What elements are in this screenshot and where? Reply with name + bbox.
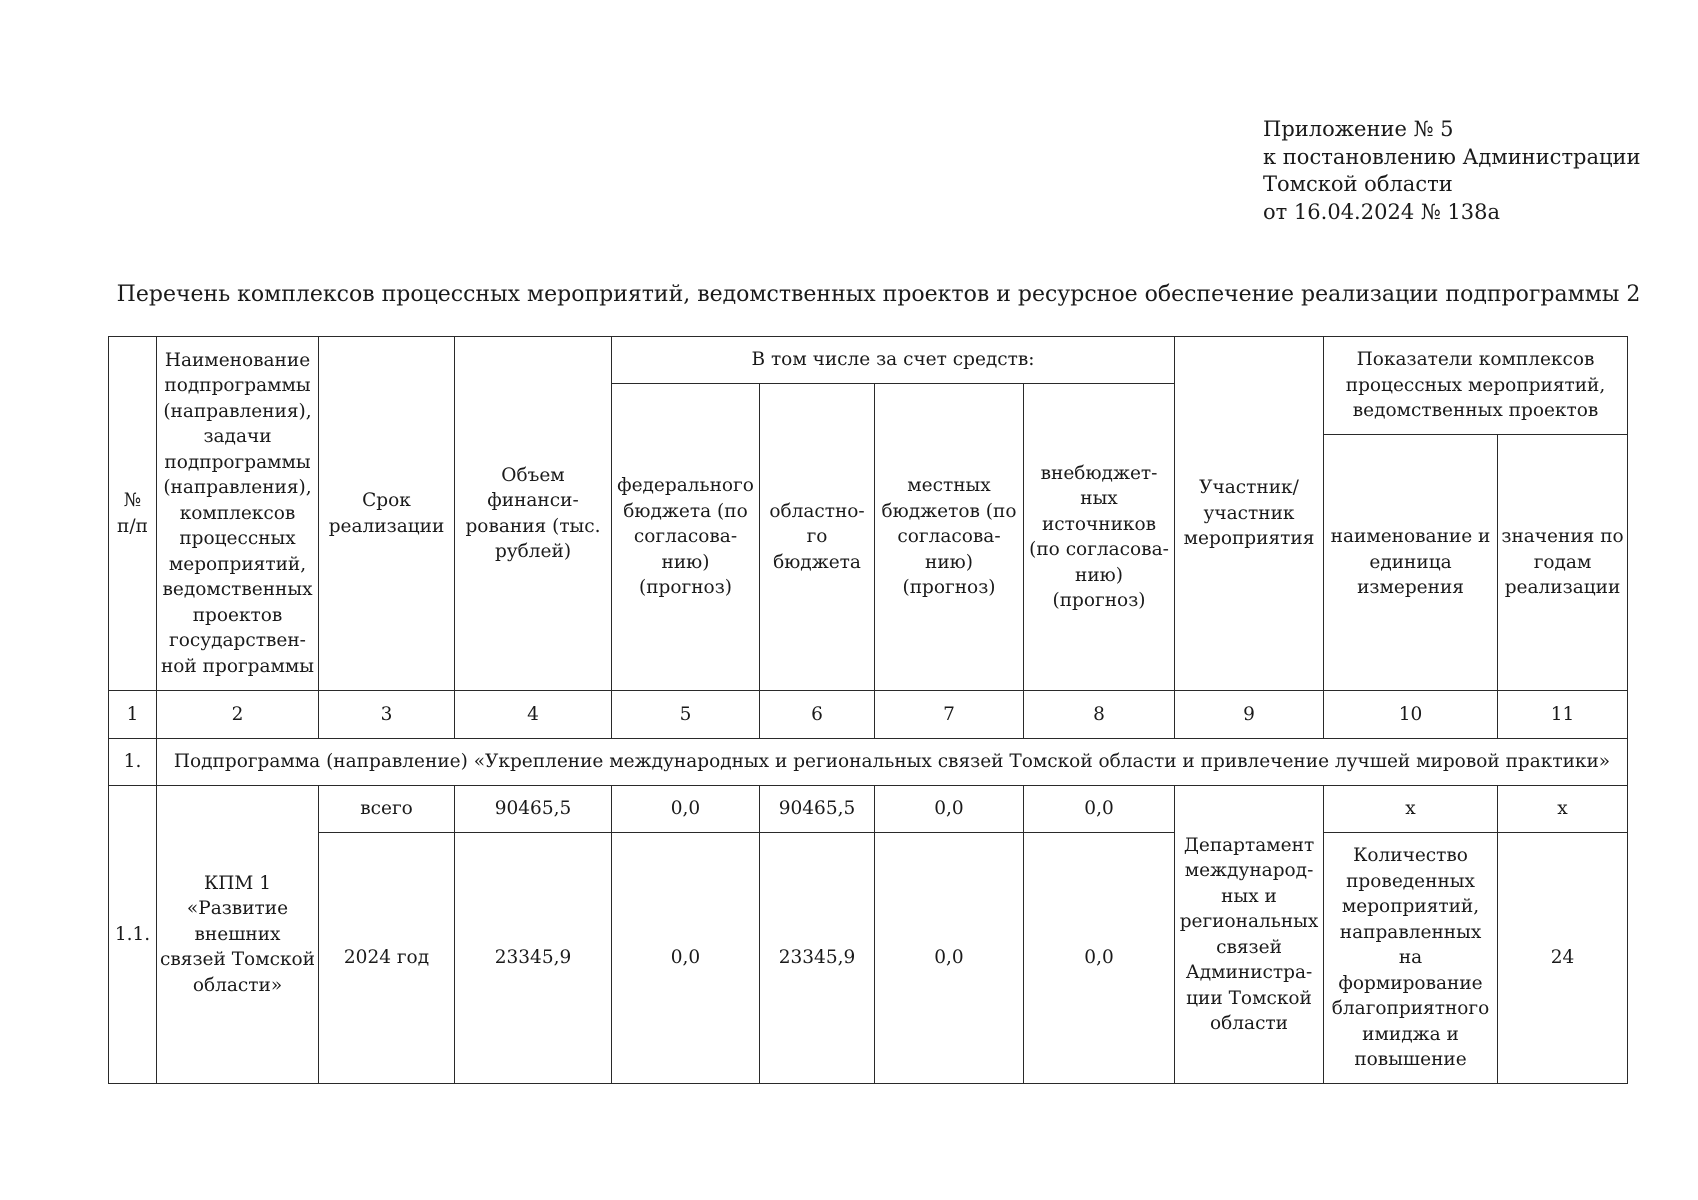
subprogram-title: Подпрограмма (направление) «Укрепление международных и региональных связей Томской области и привлечение лучшей мировой практики» — [157, 739, 1628, 786]
header-federal: федерального бюджета (по согласова-нию) (прогноз) — [612, 384, 760, 691]
col-number: 10 — [1324, 691, 1498, 739]
subprogram-num: 1. — [109, 739, 157, 786]
year-volume: 23345,9 — [455, 833, 612, 1084]
appendix-line: Томской области — [1263, 172, 1453, 196]
header-extra: внебюджет-ных источников (по согласова-нию) (прогноз) — [1024, 384, 1175, 691]
col-number: 8 — [1024, 691, 1175, 739]
total-term: всего — [319, 786, 455, 833]
appendix-line: к постановлению Администрации — [1263, 144, 1641, 169]
header-ind-values: значения по годам реализации — [1498, 435, 1628, 691]
col-number: 6 — [760, 691, 875, 739]
year-federal: 0,0 — [612, 833, 760, 1084]
document-title: Перечень комплексов процессных мероприятий, ведомственных проектов и ресурсное обеспечение реализации подпрограммы 2 — [116, 282, 1641, 307]
header-participant: Участник/ участник мероприятия — [1175, 337, 1324, 691]
total-ind-value: x — [1498, 786, 1628, 833]
col-number: 7 — [875, 691, 1024, 739]
header-local: местных бюджетов (по согласова-нию) (прогноз) — [875, 384, 1024, 691]
total-regional: 90465,5 — [760, 786, 875, 833]
total-local: 0,0 — [875, 786, 1024, 833]
col-number: 11 — [1498, 691, 1628, 739]
header-regional: областно-го бюджета — [760, 384, 875, 691]
kpm-participant: Департамент международ-ных и региональных связей Администра-ции Томской области — [1175, 786, 1324, 1084]
header-including: В том числе за счет средств: — [612, 337, 1175, 384]
header-num: № п/п — [109, 337, 157, 691]
year-extra: 0,0 — [1024, 833, 1175, 1084]
col-number: 5 — [612, 691, 760, 739]
appendix-line: от 16.04.2024 № 138а — [1263, 199, 1500, 224]
appendix-block — [1263, 116, 1641, 226]
header-indicators: Показатели комплексов процессных мероприятий, ведомственных проектов — [1324, 337, 1628, 435]
year-local: 0,0 — [875, 833, 1024, 1084]
header-ind-name: наименование и единица измерения — [1324, 435, 1498, 691]
col-number: 2 — [157, 691, 319, 739]
col-number: 3 — [319, 691, 455, 739]
year-term: 2024 год — [319, 833, 455, 1084]
year-regional: 23345,9 — [760, 833, 875, 1084]
total-volume: 90465,5 — [455, 786, 612, 833]
kpm-num: 1.1. — [109, 786, 157, 1084]
year-ind-value: 24 — [1498, 833, 1628, 1084]
total-ind-name: x — [1324, 786, 1498, 833]
resource-table — [108, 336, 1628, 1084]
total-federal: 0,0 — [612, 786, 760, 833]
header-term: Срок реализации — [319, 337, 455, 691]
kpm-name: КПМ 1 «Развитие внешних связей Томской области» — [157, 786, 319, 1084]
col-number: 4 — [455, 691, 612, 739]
appendix-line: Приложение № 5 — [1263, 117, 1454, 141]
col-number: 1 — [109, 691, 157, 739]
header-name: Наименование подпрограммы (направления), задачи подпрограммы (направления), комплексов процессных мероприятий, ведомственных проектов государствен-ной программы — [157, 337, 319, 691]
col-number: 9 — [1175, 691, 1324, 739]
year-ind-name: Количество проведенных мероприятий, направленных на формирование благоприятного имиджа и повышение — [1324, 833, 1498, 1084]
header-volume: Объем финанси-рования (тыс. рублей) — [455, 337, 612, 691]
total-extra: 0,0 — [1024, 786, 1175, 833]
